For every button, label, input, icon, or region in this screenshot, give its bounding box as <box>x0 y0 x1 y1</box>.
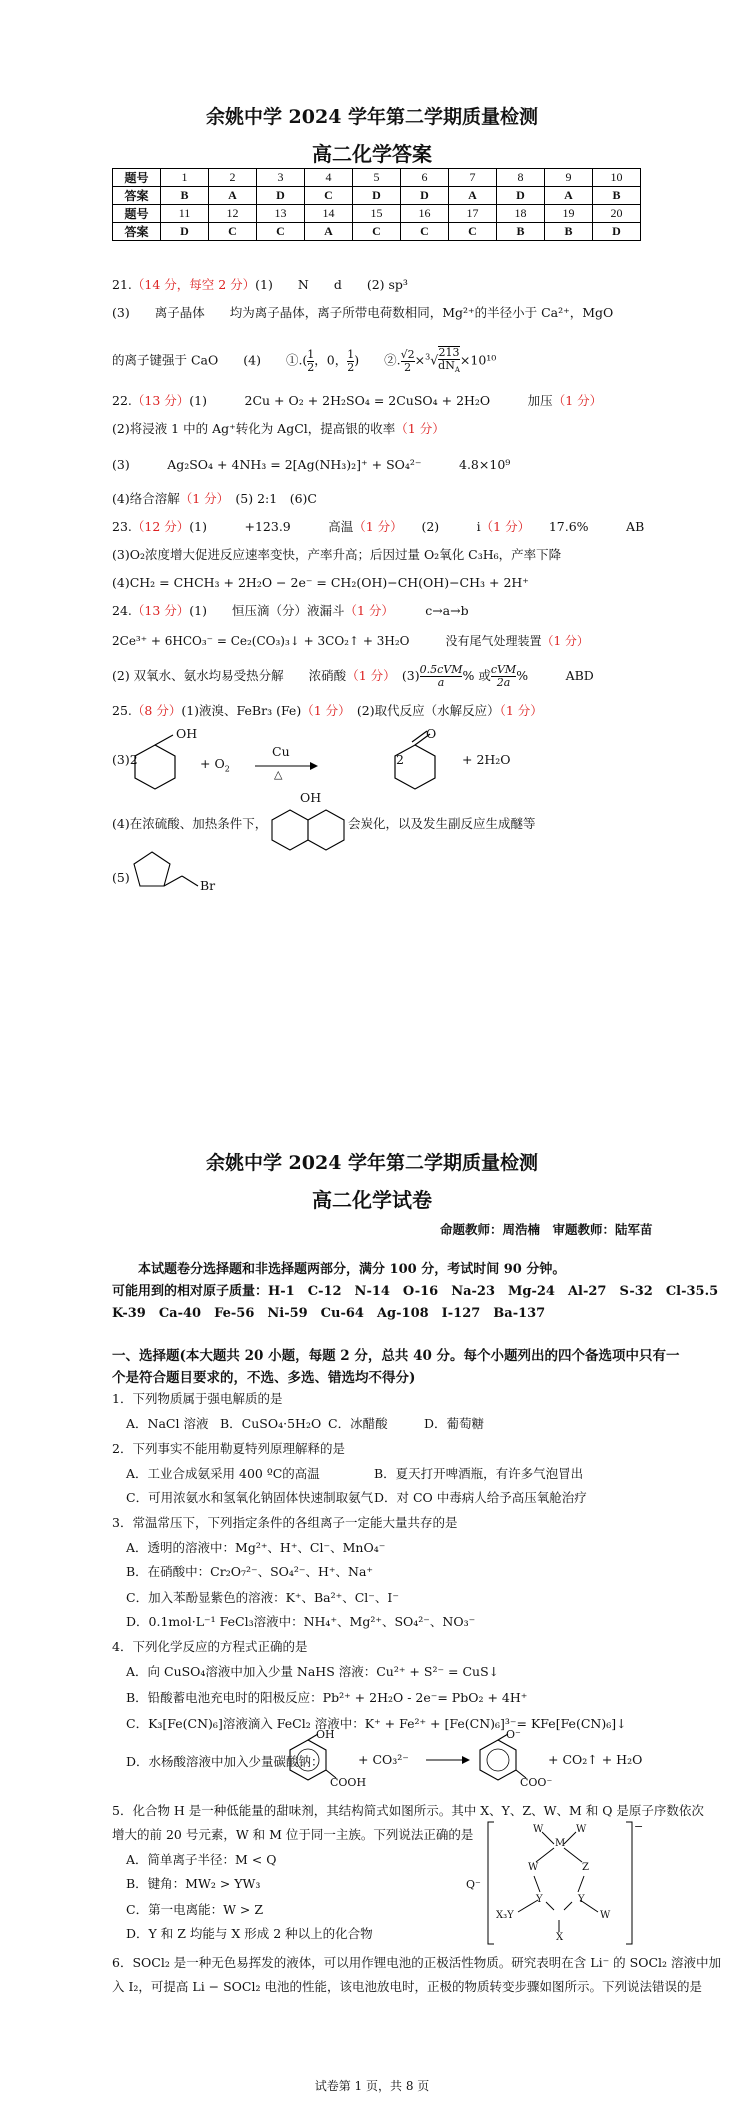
question-6-cont: 入 I₂，可提高 Li − SOCl₂ 电池的性能，该电池放电时，正极的物质转变步骤如图所示。下列说法错误的是 <box>112 1979 702 1994</box>
q2-option-a: A．工业合成氨采用 400 ºC的高温 <box>126 1466 320 1481</box>
q23-line1 <box>112 518 644 536</box>
answer-title: 余姚中学 2024 学年第二学期质量检测 <box>205 106 539 128</box>
question-5: 5．化合物 H 是一种低能量的甜味剂，其结构简式如图所示。其中 X、Y、Z、W、M 和 Q 是原子序数依次 <box>112 1803 704 1818</box>
q24-line2 <box>112 632 589 650</box>
q24-text2: c→a→b <box>387 603 469 618</box>
table-cell: 20 <box>593 205 641 223</box>
table-cell: A <box>305 223 353 241</box>
q22-score: （13 分） <box>131 393 190 408</box>
table-cell: C <box>401 223 449 241</box>
exam-intro3: K-39 Ca-40 Fe-56 Ni-59 Cu-64 Ag-108 I-127 Ba-137 <box>112 1306 546 1321</box>
q5-w2-label: W <box>576 1824 587 1835</box>
q21-line1 <box>112 276 408 294</box>
table-cell: C <box>353 223 401 241</box>
q25-text: (1)液溴、FeBr₃ (Fe) <box>181 703 302 718</box>
q5-w3-label: W <box>528 1862 539 1873</box>
q5-z-label: Z <box>582 1862 589 1873</box>
q24-text: (1) 恒压滴（分）液漏斗 <box>189 603 345 618</box>
table-cell: C <box>209 223 257 241</box>
table-row <box>113 187 641 205</box>
table-cell: 8 <box>497 169 545 187</box>
q25-score: （8 分） <box>131 703 182 718</box>
q22-line1 <box>112 392 602 410</box>
exam-intro1: 本试题卷分选择题和非选择题两部分，满分 100 分，考试时间 90 分钟。 <box>138 1262 566 1277</box>
q1-option-c: C．冰醋酸 <box>328 1416 388 1431</box>
q24-mark: （1 分） <box>344 603 388 618</box>
q4-option-b: B．铅酸蓄电池充电时的阳极反应：Pb²⁺ + 2H₂O - 2e⁻= PbO₂ + 4H⁺ <box>126 1690 528 1705</box>
q23-text2: (2) i <box>396 519 481 534</box>
table-cell: B <box>545 223 593 241</box>
q22-l4: (4)络合溶解 <box>112 491 180 506</box>
q23-mark: （1 分） <box>353 519 397 534</box>
table-cell: B <box>497 223 545 241</box>
q23-line3: (4)CH₂ = CHCH₃ + 2H₂O − 2e⁻ = CH₂(OH)−CH(OH)−CH₃ + 2H⁺ <box>112 575 529 590</box>
table-cell: 10 <box>593 169 641 187</box>
oh-bond <box>155 735 173 745</box>
section-heading-2: 个是符合题目要求的，不选、多选、错选均不得分) <box>112 1370 416 1386</box>
q23-line2: (3)O₂浓度增大促进反应速率变快，产率升高；后因过量 O₂氧化 C₃H₆，产率下降 <box>112 547 562 562</box>
q25-mark: （1 分） <box>499 703 543 718</box>
phenoxide-o: O⁻ <box>506 1728 521 1741</box>
ring-2 <box>308 810 344 850</box>
table-cell: 17 <box>449 205 497 223</box>
q3-option-d: D．0.1mol·L⁻¹ FeCl₃溶液中：NH₄⁺、Mg²⁺、SO₄²⁻、NO₃⁻ <box>126 1614 476 1629</box>
q23-num: 23. <box>112 519 132 534</box>
q1-option-d: D．葡萄糖 <box>424 1416 485 1431</box>
q5-w1-label: W <box>533 1824 544 1835</box>
q25-num: 25. <box>112 703 132 718</box>
ring-1 <box>272 810 308 850</box>
aromatic-circle-1 <box>297 1749 319 1771</box>
br-bond <box>182 876 198 886</box>
bond-w3-y1 <box>534 1876 540 1892</box>
q2-option-c: C．可用浓氨水和氢氧化钠固体快速制取氨气 <box>126 1490 374 1505</box>
q23-mark: （1 分） <box>480 519 524 534</box>
table-cell: 13 <box>257 205 305 223</box>
frac-cube <box>438 346 460 376</box>
table-cell: 3 <box>257 169 305 187</box>
q1-option-a: A．NaCl 溶液 <box>126 1416 209 1431</box>
q2-option-d: D．对 CO 中毒病人给予高压氧舱治疗 <box>374 1490 587 1505</box>
table-cell: C <box>257 223 305 241</box>
q24-l3e: % ABD <box>516 668 594 683</box>
oh-label: OH <box>176 726 198 741</box>
bond-m-w2 <box>564 1832 576 1844</box>
q25-4b: 会炭化，以及发生副反应生成醚等 <box>348 816 536 831</box>
table-row <box>113 205 641 223</box>
table-cell: D <box>161 223 209 241</box>
salicylic-cooh: COOH <box>330 1776 367 1789</box>
arrow-head <box>310 762 318 770</box>
q5-y2-label: Y <box>578 1894 585 1905</box>
q5-x3y-label: X₃Y <box>496 1910 514 1921</box>
frac-2 <box>491 664 516 689</box>
q5-option-a: A．简单离子半径：M < Q <box>126 1852 277 1867</box>
br-label: Br <box>200 878 216 893</box>
cu-label: Cu <box>272 744 290 759</box>
bond-m-z <box>564 1848 582 1862</box>
q24-mark: （1 分） <box>541 634 589 648</box>
q21-text: (1) N d (2) sp³ <box>255 277 408 292</box>
q22-mark: （1 分） <box>395 421 445 436</box>
q24-l3c: (3) <box>389 668 420 683</box>
o2-sub: 2 <box>224 764 230 774</box>
table-cell: A <box>545 187 593 205</box>
eq-label: (3)2 <box>112 752 138 767</box>
table-row <box>113 223 641 241</box>
q4-option-d: D．水杨酸溶液中加入少量碳酸钠： <box>126 1754 324 1769</box>
q21-l3b: ，0， <box>314 352 348 368</box>
bracket-right <box>626 1822 632 1944</box>
question-1: 1．下列物质属于强电解质的是 <box>112 1391 283 1406</box>
q25-mark: （1 分） <box>301 703 345 718</box>
carbonate-label: + CO₃²⁻ <box>358 1752 409 1767</box>
frac-num: 213 <box>438 346 460 359</box>
frac-num: 1 <box>307 347 315 361</box>
frac-num: 1 <box>347 347 355 361</box>
bond-x3y-y1 <box>518 1900 538 1912</box>
q5-m-label: M <box>555 1838 566 1849</box>
o-label: O <box>426 726 437 741</box>
frac-den: 2 <box>404 360 412 374</box>
q5-q-label: Q⁻ <box>466 1878 481 1891</box>
q22-text: (1) 2Cu + O₂ + 2H₂SO₄ = 2CuSO₄ + 2H₂O 加压 <box>189 393 553 408</box>
q22-l2: (2)将浸液 1 中的 Ag⁺转化为 AgCl，提高银的收率 <box>112 421 396 436</box>
q25-text2: (2)取代反应（水解反应） <box>344 703 500 718</box>
q24-line3 <box>112 664 594 689</box>
h2o-label: + 2H₂O <box>462 752 511 767</box>
cyclohexanol-ring <box>135 745 175 789</box>
question-2: 2．下列事实不能用勒夏特列原理解释的是 <box>112 1441 345 1456</box>
table-cell: 6 <box>401 169 449 187</box>
q23-text3: 17.6% AB <box>523 519 645 534</box>
q5-option-c: C．第一电离能：W > Z <box>126 1902 264 1917</box>
bond-y2-y <box>564 1902 572 1910</box>
salicylic-oh: OH <box>316 1728 335 1741</box>
frac-den: 2a <box>496 676 511 689</box>
q25-4a: (4)在浓硫酸、加热条件下， <box>112 816 268 831</box>
exam-subtitle: 高二化学试卷 <box>312 1188 432 1212</box>
table-cell: D <box>497 187 545 205</box>
q21-line3: 的离子键强于 CaO (4) ①.( $\frac{1}{2}$ ，0， $\frac{1}{2}$ ) ②. $\frac{√2}{2}$ ×$^3$√ 213 $dN_A$ ×10¹⁰ <box>112 346 497 375</box>
table-cell: D <box>401 187 449 205</box>
section-heading: 一、选择题(本大题共 20 小题，每题 2 分，总共 40 分。每个小题列出的四个备选项中只有一 <box>112 1348 680 1364</box>
q24-l2: 2Ce³⁺ + 6HCO₃⁻ = Ce₂(CO₃)₃↓ + 3CO₂↑ + 3H₂O 没有尾气处理装置 <box>112 634 542 648</box>
frac-den: 2 <box>347 360 355 374</box>
q3-option-c: C．加入苯酚显紫色的溶液：K⁺、Ba²⁺、Cl⁻、I⁻ <box>126 1590 399 1605</box>
q4d-tail: + CO₂↑ + H₂O <box>548 1752 643 1767</box>
table-cell: A <box>209 187 257 205</box>
table-cell: A <box>449 187 497 205</box>
q21-num: 21. <box>112 277 132 292</box>
table-cell: 1 <box>161 169 209 187</box>
q22-num: 22. <box>112 393 132 408</box>
q21-score: （14 分，每空 2 分） <box>131 277 256 292</box>
table-cell: 2 <box>209 169 257 187</box>
q21-l3c: ) ②. <box>354 352 401 368</box>
frac-den-sub: A <box>454 366 460 375</box>
table-cell: 18 <box>497 205 545 223</box>
table-cell: C <box>449 223 497 241</box>
q5-option-b: B．键角：MW₂ > YW₃ <box>126 1876 261 1891</box>
q21-line2: (3) 离子晶体 均为离子晶体，离子所带电荷数相同，Mg²⁺的半径小于 Ca²⁺，MgO <box>112 305 614 320</box>
bracket-left <box>488 1822 494 1944</box>
q1-option-b: B．CuSO₄·5H₂O <box>220 1416 322 1431</box>
q24-num: 24. <box>112 603 132 618</box>
q25-line1 <box>112 702 543 720</box>
bond-y1-y <box>546 1902 554 1910</box>
frac-num: cVM <box>490 663 517 676</box>
o2-label <box>200 756 230 774</box>
q21-l3d: ×10¹⁰ <box>459 352 497 368</box>
answer-table <box>112 168 641 241</box>
table-cell: 7 <box>449 169 497 187</box>
carboxylate-coo: COO⁻ <box>520 1776 553 1789</box>
frac-den: a <box>437 676 445 689</box>
q22-line3: (3) Ag₂SO₄ + 4NH₃ = 2[Ag(NH₃)₂]⁺ + SO₄²⁻ 4.8×10⁹ <box>112 457 511 472</box>
bond-m-w3 <box>536 1848 554 1862</box>
aromatic-circle-2 <box>487 1749 509 1771</box>
q22-line2 <box>112 420 445 438</box>
oh-label-2: OH <box>300 790 322 805</box>
frac-den: dN <box>438 359 455 372</box>
q24-score: （13 分） <box>131 603 190 618</box>
table-cell: D <box>257 187 305 205</box>
answer-subtitle: 高二化学答案 <box>312 142 432 166</box>
q22-l4c: (5) 2:1 (6)C <box>222 491 317 506</box>
question-4: 4．下列化学反应的方程式正确的是 <box>112 1639 308 1654</box>
q4-option-a: A．向 CuSO₄溶液中加入少量 NaHS 溶液：Cu²⁺ + S²⁻ = CuS↓ <box>126 1664 500 1679</box>
q2-option-b: B．夏天打开啤酒瓶，有许多气泡冒出 <box>374 1466 584 1481</box>
table-cell: 答案 <box>113 223 161 241</box>
table-cell: 9 <box>545 169 593 187</box>
q22-line4 <box>112 490 317 508</box>
table-cell: 16 <box>401 205 449 223</box>
question-3: 3．常温常压下，下列指定条件的各组离子一定能大量共存的是 <box>112 1515 458 1530</box>
q5-option-d: D．Y 和 Z 均能与 X 形成 2 种以上的化合物 <box>126 1926 373 1941</box>
cyclopentane-ring <box>134 852 170 886</box>
table-cell: 15 <box>353 205 401 223</box>
q22-mark: （1 分） <box>552 393 603 408</box>
table-cell: C <box>305 187 353 205</box>
table-cell: 答案 <box>113 187 161 205</box>
bond-m-w1 <box>542 1832 554 1844</box>
table-cell: 5 <box>353 169 401 187</box>
table-cell: 14 <box>305 205 353 223</box>
q5-y1-label: Y <box>536 1894 543 1905</box>
coef-label: 2 <box>396 752 404 767</box>
q23-text: (1) +123.9 高温 <box>189 519 354 534</box>
table-cell: 4 <box>305 169 353 187</box>
benzene-ring-1 <box>290 1740 326 1780</box>
table-cell: 题号 <box>113 169 161 187</box>
table-row <box>113 169 641 187</box>
q3-option-a: A．透明的溶液中：Mg²⁺、H⁺、Cl⁻、MnO₄⁻ <box>126 1540 386 1555</box>
exam-teachers: 命题教师：周浩楠 审题教师：陆军苗 <box>440 1222 653 1237</box>
frac-num: 0.5cVM <box>419 663 463 676</box>
q24-line1 <box>112 602 469 620</box>
q22-mark: （1 分） <box>179 491 223 506</box>
benzene-ring-2 <box>480 1740 516 1780</box>
o2-text: + O <box>200 756 225 771</box>
table-cell: B <box>593 187 641 205</box>
table-cell: 11 <box>161 205 209 223</box>
table-cell: D <box>353 187 401 205</box>
table-cell: B <box>161 187 209 205</box>
q24-l3a: (2) 双氧水、氨水均易受热分解 浓硝酸 <box>112 668 347 683</box>
q5-w4-label: W <box>600 1910 611 1921</box>
frac-num: √2 <box>400 347 415 361</box>
q23-score: （12 分） <box>131 519 190 534</box>
q3-option-b: B．在硝酸中：Cr₂O₇²⁻、SO₄²⁻、H⁺、Na⁺ <box>126 1564 374 1579</box>
frac-den: 2 <box>307 360 315 374</box>
q4-option-c: C．K₃[Fe(CN)₆]溶液滴入 FeCl₂ 溶液中：K⁺ + Fe²⁺ + [Fe(CN)₆]³⁻= KFe[Fe(CN)₆]↓ <box>126 1716 627 1731</box>
q24-l3d: % 或 <box>462 668 491 683</box>
frac-1 <box>420 664 463 689</box>
arrow-head <box>462 1756 470 1764</box>
q5-x-label: X <box>556 1932 564 1943</box>
question-5-cont: 增大的前 20 号元素，W 和 M 位于同一主族。下列说法正确的是 <box>112 1827 474 1842</box>
table-cell: D <box>593 223 641 241</box>
question-6: 6．SOCl₂ 是一种无色易挥发的液体，可以用作锂电池的正极活性物质。研究表明在含 Li⁻ 的 SOCl₂ 溶液中加 <box>112 1955 721 1970</box>
frac-sqrt2 <box>401 349 415 374</box>
table-cell: 12 <box>209 205 257 223</box>
q21-l3a: 的离子键强于 CaO (4) ①.( <box>112 352 308 368</box>
q24-mark: （1 分） <box>346 668 390 683</box>
q5-charge-label: − <box>634 1820 644 1833</box>
q25-5: (5) <box>112 870 130 885</box>
table-cell: 19 <box>545 205 593 223</box>
exam-intro2: 可能用到的相对原子质量：H-1 C-12 N-14 O-16 Na-23 Mg-24 Al-27 S-32 Cl-35.5 <box>112 1284 719 1299</box>
exam-title: 余姚中学 2024 学年第二学期质量检测 <box>205 1152 539 1174</box>
heat-label: △ <box>274 768 283 781</box>
table-cell: 题号 <box>113 205 161 223</box>
bond-z-y2 <box>578 1876 584 1892</box>
page-footer: 试卷第 1 页，共 8 页 <box>314 2079 430 2093</box>
co-bond-2 <box>412 731 427 742</box>
